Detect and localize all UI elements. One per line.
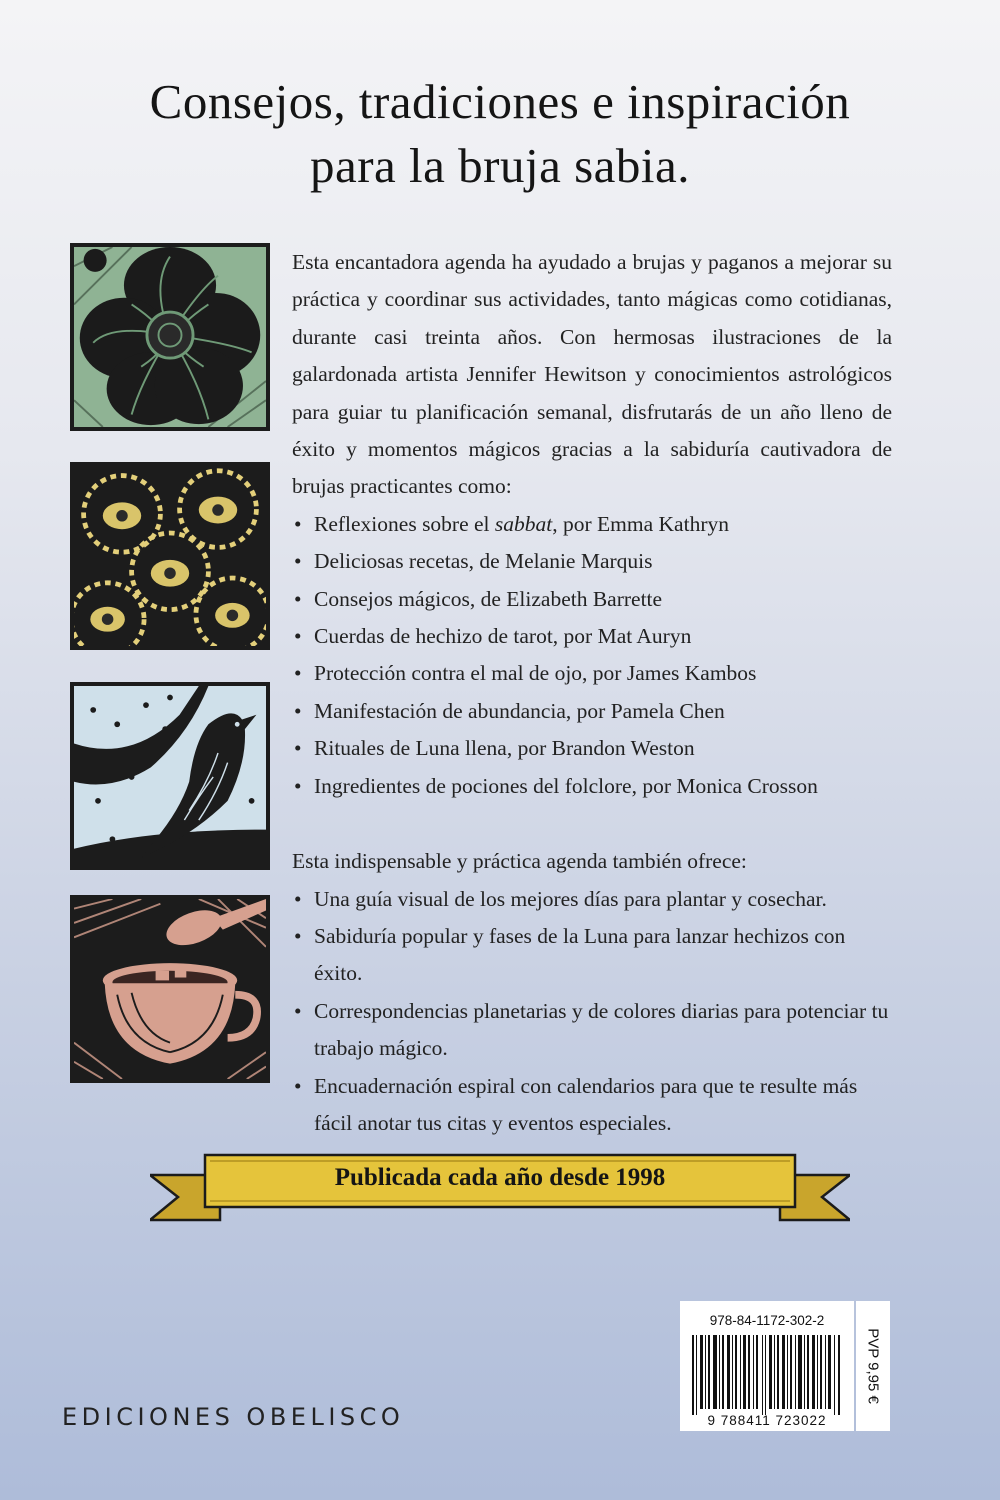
headline-line-1: Consejos, tradiciones e inspiración — [149, 74, 851, 129]
publisher-name: EDICIONES OBELISCO — [62, 1403, 405, 1431]
list-item: • Consejos mágicos, de Elizabeth Barrette — [292, 581, 892, 618]
list-item: • Deliciosas recetas, de Melanie Marquis — [292, 543, 892, 580]
banner-text: Publicada cada año desde 1998 — [334, 1164, 666, 1191]
intro-paragraph: Esta encantadora agenda ha ayudado a brujas y paganos a mejorar su práctica y coordinar sus actividades, tanto mágicas como cotidianas, durante casi treinta años. Con hermosas ilustraciones de la galardonada artista Jennifer Hewitson y conocimientos astrológicos para guiar tu planificación semanal, disfrutarás de un año lleno de éxito y momentos mágicos gracias a la sabiduría cautivadora de brujas practicantes como: — [292, 250, 892, 499]
features-intro: Esta indispensable y práctica agenda también ofrece: — [292, 849, 747, 874]
list-item: • Una guía visual de los mejores días para plantar y cosechar. — [292, 881, 892, 918]
bird-woodcut — [70, 682, 270, 870]
price-text: PVP 9,95 € — [864, 1328, 882, 1404]
description — [292, 244, 892, 1142]
price-label — [856, 1301, 890, 1431]
cup-woodcut — [70, 895, 270, 1083]
barcode-digits: 9 788411 723022 — [707, 1413, 827, 1428]
headline — [0, 70, 1000, 198]
list-item: • Reflexiones sobre el sabbat, por Emma Kathryn — [292, 506, 892, 543]
flower-woodcut — [70, 243, 270, 431]
list-item: • Correspondencias planetarias y de colores diarias para potenciar tu trabajo mágico. — [292, 993, 892, 1068]
list-item: • Encuadernación espiral con calendarios para que te resulte más fácil anotar tus citas y eventos especiales. — [292, 1068, 892, 1143]
isbn-text: 978-84-1172-302-2 — [709, 1313, 825, 1328]
features-list — [292, 881, 892, 1143]
list-item: • Manifestación de abundancia, por Pamela Chen — [292, 693, 892, 730]
contributors-list — [292, 506, 892, 805]
list-item: • Protección contra el mal de ojo, por James Kambos — [292, 655, 892, 692]
barcode — [680, 1301, 854, 1431]
barcode-bars — [692, 1335, 844, 1415]
list-item: • Rituales de Luna llena, por Brandon Weston — [292, 730, 892, 767]
list-item: • Ingredientes de pociones del folclore, por Monica Crosson — [292, 768, 892, 805]
circle-pattern-woodcut — [70, 462, 270, 650]
headline-line-2: para la bruja sabia. — [309, 138, 691, 193]
list-item: • Cuerdas de hechizo de tarot, por Mat Auryn — [292, 618, 892, 655]
list-item: • Sabiduría popular y fases de la Luna para lanzar hechizos con éxito. — [292, 918, 892, 993]
